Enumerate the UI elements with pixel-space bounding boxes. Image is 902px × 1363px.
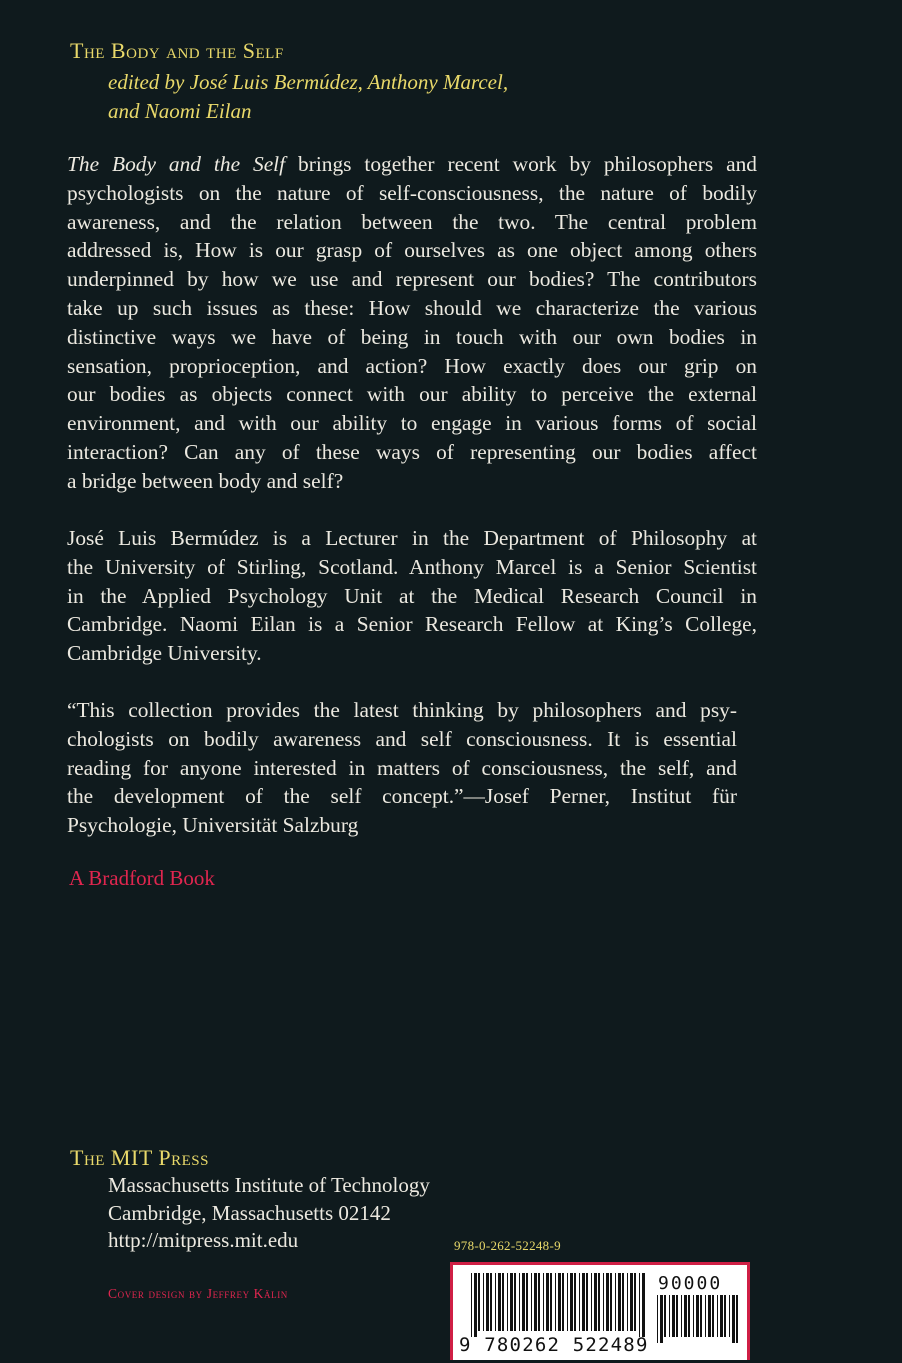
barcode-bar bbox=[642, 1273, 645, 1337]
editors-line: and Naomi Eilan bbox=[108, 99, 252, 123]
barcode-bar bbox=[705, 1295, 706, 1337]
barcode-bar bbox=[486, 1273, 489, 1331]
barcode-bar bbox=[586, 1273, 588, 1331]
barcode-bar bbox=[498, 1273, 501, 1331]
barcode-bar bbox=[712, 1295, 714, 1337]
barcode-bar bbox=[630, 1273, 633, 1331]
bio-line: José Luis Bermúdez is a Lecturer in the Department of Philosophy at bbox=[67, 526, 757, 550]
quote-line: reading for anyone interested in matters of consciousness, the self, and bbox=[67, 755, 737, 780]
barcode-graphic bbox=[453, 1265, 747, 1363]
description-line: interaction? Can any of these ways of representing our bodies affect bbox=[67, 439, 757, 464]
ean-digits: 9 780262 522489 bbox=[459, 1334, 649, 1356]
barcode-bar bbox=[543, 1273, 544, 1331]
barcode-bar bbox=[526, 1273, 528, 1331]
barcode-bar bbox=[483, 1273, 484, 1331]
address-line: Cambridge, Massachusetts 02142 bbox=[108, 1200, 391, 1225]
barcode-bar bbox=[570, 1273, 573, 1331]
barcode-bar bbox=[514, 1273, 516, 1331]
barcode-bar bbox=[724, 1295, 726, 1337]
barcode-bar bbox=[478, 1273, 480, 1331]
barcode-bar bbox=[672, 1295, 675, 1337]
barcode-bar bbox=[579, 1273, 580, 1331]
barcode-panel bbox=[450, 1262, 750, 1360]
barcode-bar bbox=[717, 1295, 718, 1337]
barcode-bar bbox=[567, 1273, 568, 1331]
barcode-bar bbox=[676, 1295, 678, 1337]
quote-line: “This collection provides the latest thinking by philosophers and psy- bbox=[67, 698, 737, 722]
quote-line: Psychologie, Universität Salzburg bbox=[67, 813, 359, 838]
description-line: addressed is, How is our grasp of ourselves as one object among others bbox=[67, 238, 757, 263]
barcode-bar bbox=[664, 1295, 666, 1337]
barcode-bar bbox=[720, 1295, 723, 1337]
barcode-bar bbox=[603, 1273, 604, 1331]
barcode-bar bbox=[519, 1273, 520, 1331]
description-line: a bridge between body and self? bbox=[67, 468, 344, 493]
cover-design-credit: Cover design by Jeffrey Kälin bbox=[108, 1286, 288, 1301]
description-line: psychologists on the nature of self-consciousness, the nature of bodily bbox=[67, 180, 757, 205]
barcode-bar bbox=[502, 1273, 504, 1331]
price-barcode-bars bbox=[657, 1295, 738, 1343]
bio-line: Cambridge University. bbox=[67, 641, 262, 666]
quote-line: chologists on bodily awareness and self consciousness. It is essential bbox=[67, 726, 737, 751]
description-line: The Body and the Self brings together recent work by philosophers and bbox=[67, 152, 757, 176]
barcode-bar bbox=[669, 1295, 670, 1337]
price-code: 90000 bbox=[658, 1273, 723, 1294]
barcode-bar bbox=[732, 1295, 735, 1343]
barcode-bar bbox=[550, 1273, 552, 1331]
barcode-bar bbox=[574, 1273, 576, 1331]
title-in-description: The Body and the Self bbox=[67, 152, 286, 176]
description-line: underpinned by how we use and represent our bodies? The contributors bbox=[67, 267, 757, 292]
barcode-bar bbox=[708, 1295, 711, 1337]
book-title: The Body and the Self bbox=[70, 38, 284, 63]
barcode-bar bbox=[618, 1273, 621, 1331]
barcode-bar bbox=[688, 1295, 690, 1337]
description-line: sensation, proprioception, and action? How exactly does our grip on bbox=[67, 353, 757, 378]
bio-line: the University of Stirling, Scotland. Anthony Marcel is a Senior Scientist bbox=[67, 554, 757, 579]
publisher-url: http://mitpress.mit.edu bbox=[108, 1228, 299, 1252]
barcode-bar bbox=[510, 1273, 513, 1331]
barcode-bar bbox=[558, 1273, 561, 1331]
bio-line: Cambridge. Naomi Eilan is a Senior Research Fellow at King’s College, bbox=[67, 612, 757, 637]
barcode-bar bbox=[729, 1295, 730, 1337]
barcode-bar bbox=[634, 1273, 636, 1331]
barcode-bar bbox=[700, 1295, 702, 1337]
barcode-bar bbox=[622, 1273, 624, 1331]
barcode-bar bbox=[681, 1295, 682, 1337]
barcode-bar bbox=[522, 1273, 525, 1331]
barcode-bar bbox=[534, 1273, 537, 1331]
book-description bbox=[67, 150, 757, 496]
barcode-bar bbox=[555, 1273, 556, 1331]
barcode-bar bbox=[606, 1273, 609, 1331]
barcode-bar bbox=[538, 1273, 540, 1331]
quote-line: the development of the self concept.”—Josef Perner, Institut für bbox=[67, 784, 737, 809]
imprint-label: A Bradford Book bbox=[69, 866, 215, 890]
address-line: Massachusetts Institute of Technology bbox=[108, 1173, 430, 1197]
barcode-bar bbox=[627, 1273, 628, 1331]
barcode-bar bbox=[582, 1273, 585, 1331]
publisher-name: The MIT Press bbox=[70, 1145, 209, 1170]
barcode-bar bbox=[598, 1273, 600, 1331]
editors-line: edited by José Luis Bermúdez, Anthony Marcel, bbox=[108, 70, 509, 94]
review-quote bbox=[67, 696, 737, 840]
barcode-bar bbox=[736, 1295, 738, 1343]
description-line: our bodies as objects connect with our ability to perceive the external bbox=[67, 382, 757, 407]
barcode-bar bbox=[610, 1273, 612, 1331]
barcode-bar bbox=[657, 1295, 658, 1343]
barcode-bar bbox=[474, 1273, 477, 1337]
barcode-bar bbox=[495, 1273, 496, 1331]
editors-credit bbox=[108, 68, 568, 126]
barcode-bar bbox=[684, 1295, 687, 1337]
isbn-number: 978-0-262-52248-9 bbox=[454, 1238, 561, 1253]
description-line: awareness, and the relation between the two. The central problem bbox=[67, 209, 757, 234]
barcode-bar bbox=[546, 1273, 549, 1331]
barcode-bar bbox=[660, 1295, 663, 1343]
editors-bio bbox=[67, 524, 757, 668]
barcode-bar bbox=[490, 1273, 492, 1331]
barcode-bar bbox=[696, 1295, 699, 1337]
barcode-bar bbox=[591, 1273, 592, 1331]
barcode-bar bbox=[639, 1273, 640, 1337]
publisher-address bbox=[108, 1172, 430, 1255]
barcode-bar bbox=[531, 1273, 532, 1331]
bio-line: in the Applied Psychology Unit at the Medical Research Council in bbox=[67, 583, 757, 608]
description-line: distinctive ways we have of being in touch with our own bodies in bbox=[67, 324, 757, 349]
description-line: environment, and with our ability to engage in various forms of social bbox=[67, 411, 757, 436]
barcode-bar bbox=[471, 1273, 472, 1337]
barcode-bar bbox=[693, 1295, 694, 1337]
ean-barcode-bars bbox=[471, 1273, 645, 1337]
description-line: take up such issues as these: How should we characterize the various bbox=[67, 295, 757, 320]
barcode-bar bbox=[562, 1273, 564, 1331]
barcode-bar bbox=[507, 1273, 508, 1331]
barcode-bar bbox=[615, 1273, 616, 1331]
barcode-bar bbox=[594, 1273, 597, 1331]
